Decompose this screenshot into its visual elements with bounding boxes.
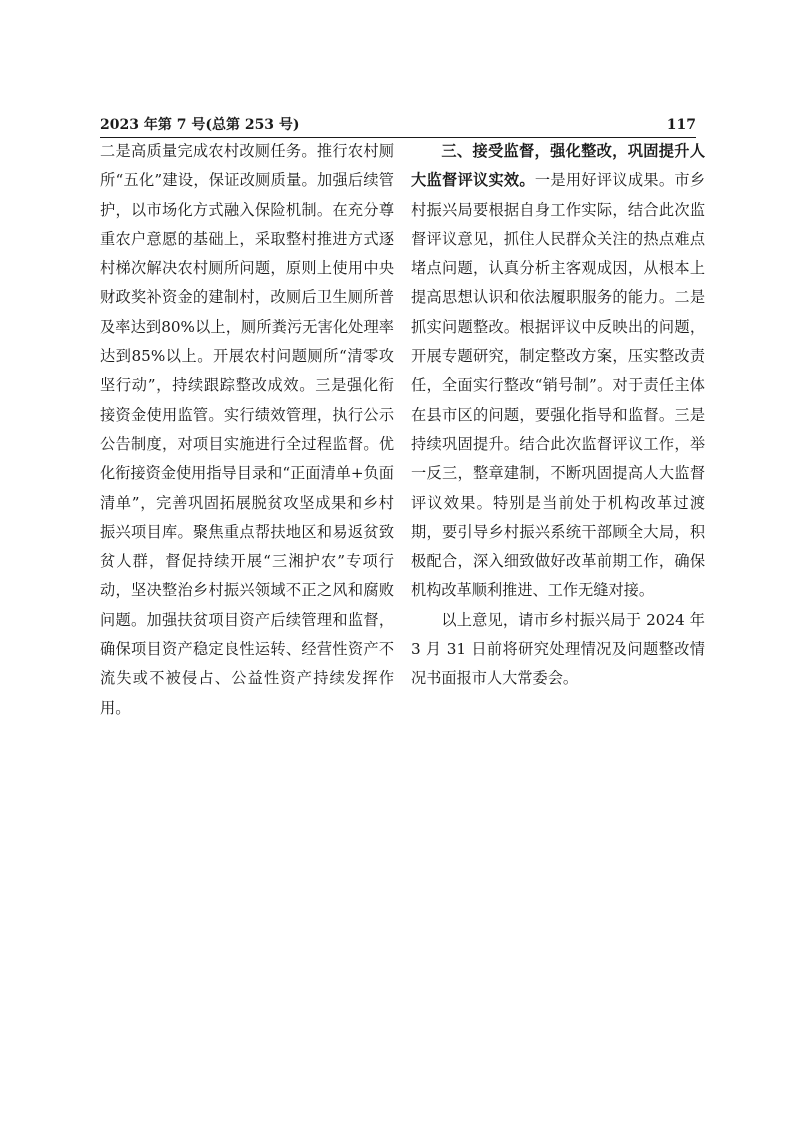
page-header <box>100 115 696 139</box>
right-column <box>411 137 705 694</box>
left-column <box>100 137 394 723</box>
section-heading: 三、接受监督，强化整改，巩固提升人大监督评议实效。 <box>411 142 705 190</box>
section-three-paragraph <box>411 137 705 606</box>
page-number: 117 <box>666 117 696 133</box>
body-paragraph: 二是高质量完成农村改厕任务。推行农村厕所“五化”建设，保证改厕质量。加强后续管护，以市场化方式融入保险机制。在充分尊重农户意愿的基础上，采取整村推进方式逐村梯次解决农村厕所问题，原则上使用中央财政奖补资金的建制村，改厕后卫生厕所普及率达到80%以上，厕所粪污无害化处理率达到85%以上。开展农村问题厕所“清零攻坚行动”，持续跟踪整改成效。三是强化衔接资金使用监管。实行绩效管理，执行公示公告制度，对项目实施进行全过程监督。优化衔接资金使用指导目录和“正面清单+负面清单”，完善巩固拓展脱贫攻坚成果和乡村振兴项目库。聚焦重点帮扶地区和易返贫致贫人群，督促持续开展“三湘护农”专项行动，坚决整治乡村振兴领域不正之风和腐败问题。加强扶贫项目资产后续管理和监督，确保项目资产稳定良性运转、经营性资产不流失或不被侵占、公益性资产持续发挥作用。 <box>100 142 394 717</box>
section-body: 一是用好评议成果。市乡村振兴局要根据自身工作实际，结合此次监督评议意见，抓住人民群众关注的热点难点堵点问题，认真分析主客观成因，从根本上提高思想认识和依法履职服务的能力。二是抓实问题整改。根据评议中反映出的问题，开展专题研究，制定整改方案，压实整改责任，全面实行整改“销号制”。对于责任主体在县市区的问题，要强化指导和监督。三是持续巩固提升。结合此次监督评议工作，举一反三，整章建制，不断巩固提高人大监督评议效果。特别是当前处于机构改革过渡期，要引导乡村振兴系统干部顾全大局，积极配合，深入细致做好改革前期工作，确保机构改革顺利推进、工作无缝对接。 <box>411 171 706 600</box>
closing-paragraph: 以上意见，请市乡村振兴局于 2024 年 3 月 31 日前将研究处理情况及问题整改情况书面报市人大常委会。 <box>411 610 705 688</box>
issue-label: 2023 年第 7 号(总第 253 号) <box>100 117 300 133</box>
